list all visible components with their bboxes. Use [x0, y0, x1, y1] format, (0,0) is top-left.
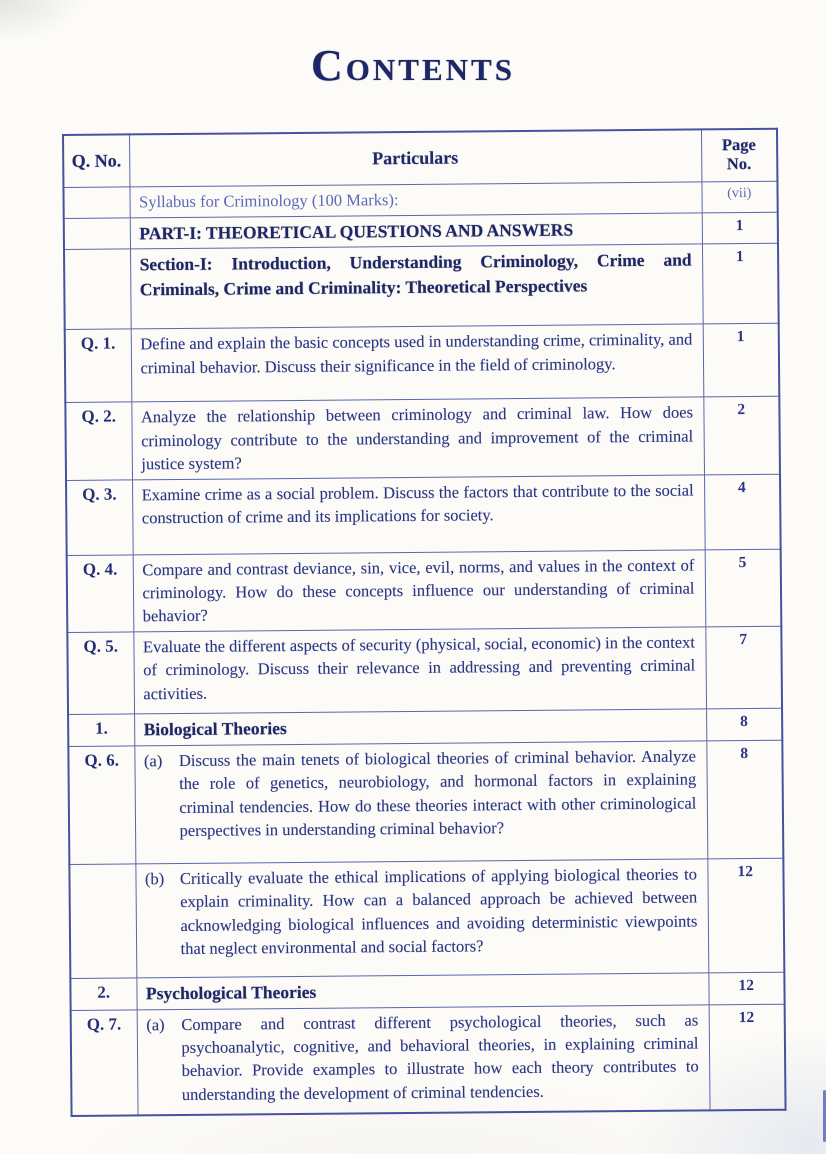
sub-question-label: (a)	[143, 750, 163, 771]
question-number	[64, 217, 130, 249]
particulars-cell	[144, 744, 697, 843]
page-title: Contents	[311, 41, 515, 90]
page-column-header: Page No.	[701, 129, 777, 182]
page-number: 5	[705, 549, 782, 627]
page-number: 2	[703, 397, 780, 475]
row-text: Syllabus for Criminology (100 Marks):	[139, 189, 399, 211]
page-number: 7	[705, 626, 782, 709]
contents-table	[62, 128, 787, 1117]
question-number: 1.	[68, 714, 134, 746]
page-number: 1	[703, 324, 780, 398]
qno-column-header: Q. No.	[63, 134, 129, 187]
row-text: Define and explain the basic concepts used in understanding crime, criminality, and criminal behavior. Discuss their significance in the field of criminology.	[140, 329, 693, 378]
page-number: (vii)	[701, 181, 777, 213]
particulars-cell	[146, 1008, 699, 1107]
row-text: Analyze the relationship between criminology and criminal law. How does criminology contribute to the understanding and improvement of the criminal justice system?	[140, 402, 694, 474]
table-row	[65, 397, 780, 480]
particulars-cell	[144, 712, 696, 742]
table-row	[66, 474, 781, 555]
particulars-cell	[139, 185, 691, 213]
question-number: Q. 2.	[65, 402, 132, 480]
particulars-cell	[140, 248, 692, 303]
question-number: Q. 5.	[67, 632, 134, 715]
page-number: 1	[702, 212, 778, 245]
table-row	[65, 324, 780, 403]
page-number: 8	[706, 708, 782, 741]
row-text: Evaluate the different aspects of security (physical, social, economic) in the context of criminology. Discuss their relevance in addressing and preventing criminal activities.	[142, 632, 696, 704]
particulars-column-header: Particulars	[129, 129, 701, 186]
page-number: 1	[702, 244, 779, 325]
table-row	[67, 626, 782, 714]
sub-question-label: (a)	[146, 1014, 165, 1034]
sub-question-label: (b)	[144, 868, 165, 889]
row-text: Section-I: Introduction, Understanding Criminology, Crime and Criminals, Crime and Criminality: Theoretical Perspectives	[139, 249, 692, 300]
particulars-cell	[145, 862, 698, 961]
particulars-cell	[142, 478, 694, 530]
question-number: Q. 4.	[67, 555, 134, 633]
question-number: Q. 7.	[71, 1009, 138, 1116]
page-number: 12	[708, 972, 784, 1005]
question-number	[69, 864, 136, 979]
row-text: Psychological Theories	[145, 981, 317, 1004]
particulars-cell	[139, 216, 691, 246]
table-row	[69, 858, 784, 978]
particulars-cell	[143, 630, 696, 705]
row-text: Compare and contrast different psychological theories, such as psychoanalytic, cognitive, and behavioral theories, in explaining criminal behavior. Provide examples to illustrate how each theory contributes to understanding the development of criminal tendencies.	[181, 1010, 699, 1104]
row-text: Examine crime as a social problem. Discuss the factors that contribute to the social construction of crime and its implications for society.	[141, 480, 694, 528]
question-number	[64, 249, 131, 330]
row-text: Compare and contrast deviance, sin, vice, evil, norms, and values in the context of criminology. How do these concepts influence our understanding of criminal behavior?	[142, 555, 695, 626]
page-number: 4	[704, 474, 781, 550]
row-text: PART-I: THEORETICAL QUESTIONS AND ANSWERS	[139, 219, 574, 243]
question-number: Q. 1.	[65, 329, 132, 403]
row-text: Biological Theories	[143, 717, 287, 740]
particulars-cell	[140, 328, 692, 380]
question-number	[63, 186, 129, 218]
table-row	[64, 244, 779, 330]
row-text: Critically evaluate the ethical implications of applying biological theories to explain criminality. How can a balanced approach be achieved between acknowledging biological influences and avoiding deterministic viewpoints that neglect environmental and social factors?	[179, 864, 698, 958]
particulars-cell	[146, 976, 698, 1006]
toc-body	[63, 181, 785, 1116]
page-number: 12	[707, 858, 784, 973]
table-header-row	[63, 129, 777, 187]
question-number: Q. 3.	[66, 480, 133, 556]
particulars-cell	[141, 401, 694, 476]
question-number: Q. 6.	[68, 746, 135, 865]
question-number: 2.	[70, 978, 136, 1010]
table-row	[71, 1004, 786, 1116]
table-row	[68, 740, 783, 864]
page-number: 8	[706, 740, 783, 859]
table-row	[67, 549, 782, 632]
row-text: Discuss the main tenets of biological theories of criminal behavior. Analyze the role of genetics, neurobiology, and hormonal factors in explaining criminal tendencies. How do these theories interact with other criminological perspectives in understanding criminal behavior?	[178, 746, 697, 840]
particulars-cell	[142, 553, 695, 628]
page-number: 12	[709, 1004, 786, 1111]
